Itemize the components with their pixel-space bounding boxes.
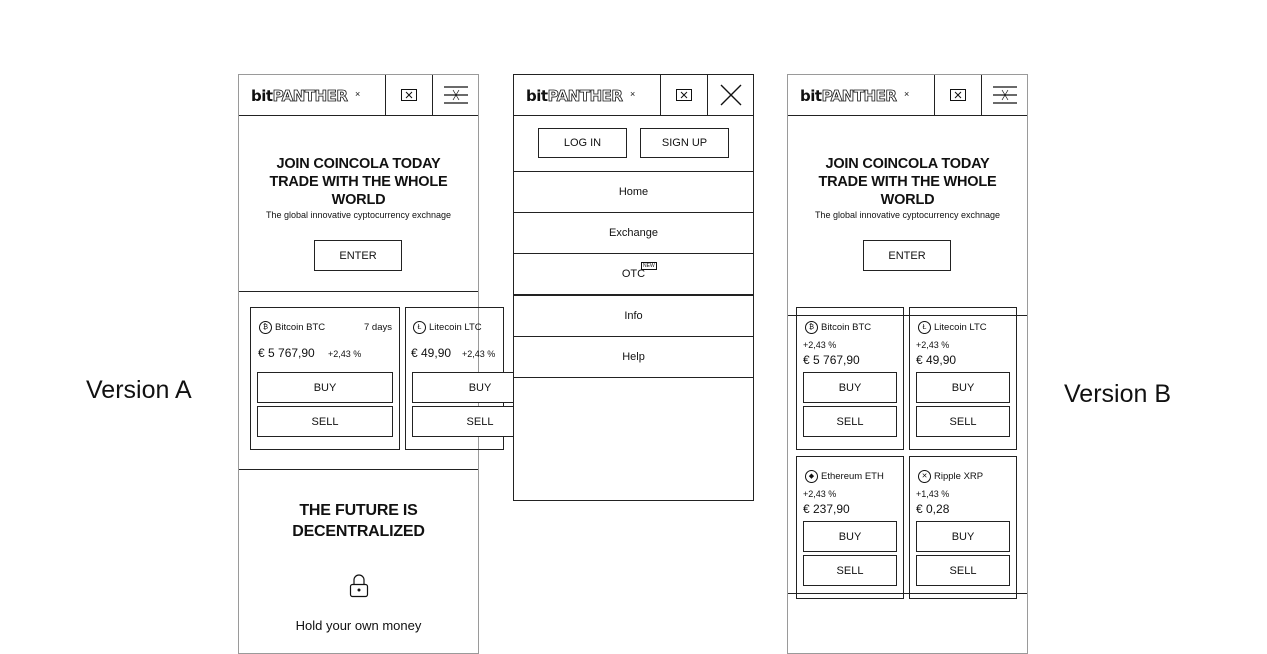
menu-item-info[interactable]: Info bbox=[514, 296, 753, 337]
hero-subtitle: The global innovative cyptocurrency exchnage bbox=[265, 210, 452, 220]
coin-card-bitcoin[interactable] bbox=[796, 307, 904, 450]
bitcoin-price: € 5 767,90 bbox=[258, 346, 315, 360]
bitcoin-icon: ₿ bbox=[259, 321, 272, 334]
buy-button[interactable]: BUY bbox=[257, 372, 393, 403]
litecoin-change: +2,43 % bbox=[462, 349, 496, 359]
bitcoin-icon: ₿ bbox=[805, 321, 818, 334]
bitpanther-logo[interactable]: bitPANTHER bbox=[251, 87, 348, 105]
ethereum-icon: ◆ bbox=[805, 470, 818, 483]
menu-screen bbox=[513, 74, 754, 501]
bitpanther-logo[interactable]: bitPANTHER bbox=[800, 87, 897, 105]
lock-icon bbox=[349, 574, 369, 603]
sell-button[interactable]: SELL bbox=[803, 555, 897, 586]
period-selector[interactable]: 7 days bbox=[364, 322, 392, 333]
bitcoin-change: +2,43 % bbox=[328, 349, 362, 359]
sell-button[interactable]: SELL bbox=[257, 406, 393, 437]
hero-section bbox=[239, 155, 478, 220]
wallet-icon[interactable] bbox=[934, 75, 981, 115]
hero-title: JOIN COINCOLA TODAY TRADE WITH THE WHOLE WORLD bbox=[269, 156, 448, 208]
coin-card-litecoin[interactable] bbox=[909, 307, 1017, 450]
sell-button[interactable]: SELL bbox=[916, 555, 1010, 586]
buy-button[interactable]: BUY bbox=[916, 521, 1010, 552]
wallet-icon[interactable] bbox=[385, 75, 432, 115]
close-mark: × bbox=[630, 89, 636, 99]
menu-item-exchange[interactable]: Exchange bbox=[514, 213, 753, 254]
litecoin-price: € 49,90 bbox=[916, 353, 957, 367]
close-mark: × bbox=[904, 89, 910, 99]
enter-button[interactable]: ENTER bbox=[863, 240, 951, 271]
wallet-icon[interactable] bbox=[660, 75, 707, 115]
hold-money-caption: Hold your own money bbox=[295, 618, 422, 633]
litecoin-icon: Ł bbox=[413, 321, 426, 334]
buy-button[interactable]: BUY bbox=[412, 372, 548, 403]
buy-button[interactable]: BUY bbox=[803, 521, 897, 552]
bitcoin-change: +2,43 % bbox=[803, 340, 837, 350]
litecoin-name: Ł Litecoin LTC bbox=[413, 321, 482, 334]
buy-button[interactable]: BUY bbox=[803, 372, 897, 403]
bitcoin-price: € 5 767,90 bbox=[803, 353, 860, 367]
version-a-label: Version A bbox=[86, 376, 192, 404]
hamburger-menu-icon[interactable] bbox=[432, 75, 479, 115]
coin-card-ripple[interactable] bbox=[909, 456, 1017, 599]
sell-button[interactable]: SELL bbox=[916, 406, 1010, 437]
top-bar bbox=[239, 75, 478, 116]
menu-item-home[interactable]: Home bbox=[514, 172, 753, 213]
close-mark: × bbox=[355, 89, 361, 99]
ethereum-price: € 237,90 bbox=[803, 502, 850, 516]
new-badge: NEW bbox=[643, 263, 655, 269]
hero-title: JOIN COINCOLA TODAY TRADE WITH THE WHOLE WORLD bbox=[818, 156, 997, 208]
ripple-change: +1,43 % bbox=[916, 489, 950, 499]
hero-subtitle: The global innovative cyptocurrency exchnage bbox=[814, 210, 1001, 220]
login-button[interactable]: LOG IN bbox=[538, 128, 627, 158]
top-bar bbox=[514, 75, 753, 116]
bitcoin-name: ₿ Bitcoin BTC bbox=[259, 321, 325, 334]
coin-card-ethereum[interactable] bbox=[796, 456, 904, 599]
enter-button[interactable]: ENTER bbox=[314, 240, 402, 271]
version-b-label: Version B bbox=[1064, 380, 1172, 408]
hamburger-menu-icon[interactable] bbox=[981, 75, 1028, 115]
ethereum-name: ◆ Ethereum ETH bbox=[805, 470, 884, 483]
close-menu-icon[interactable] bbox=[707, 75, 754, 115]
divider bbox=[239, 469, 478, 470]
bitpanther-logo[interactable]: bitPANTHER bbox=[526, 87, 623, 105]
ripple-name: ✕ Ripple XRP bbox=[918, 470, 983, 483]
ripple-price: € 0,28 bbox=[916, 502, 950, 516]
ethereum-change: +2,43 % bbox=[803, 489, 837, 499]
menu-list bbox=[514, 171, 753, 378]
menu-item-help[interactable]: Help bbox=[514, 337, 753, 378]
sell-button[interactable]: SELL bbox=[412, 406, 548, 437]
litecoin-price: € 49,90 bbox=[411, 346, 452, 360]
litecoin-icon: Ł bbox=[918, 321, 931, 334]
litecoin-change: +2,43 % bbox=[916, 340, 950, 350]
top-bar bbox=[788, 75, 1027, 116]
sell-button[interactable]: SELL bbox=[803, 406, 897, 437]
signup-button[interactable]: SIGN UP bbox=[640, 128, 729, 158]
future-section bbox=[239, 500, 478, 542]
hero-section bbox=[788, 155, 1027, 220]
litecoin-name: Ł Litecoin LTC bbox=[918, 321, 987, 334]
buy-button[interactable]: BUY bbox=[916, 372, 1010, 403]
ripple-icon: ✕ bbox=[918, 470, 931, 483]
divider bbox=[239, 291, 478, 292]
bitcoin-name: ₿ Bitcoin BTC bbox=[805, 321, 871, 334]
menu-item-otc[interactable]: OTC NEW bbox=[514, 254, 753, 296]
future-title: THE FUTURE IS DECENTRALIZED bbox=[292, 502, 425, 540]
